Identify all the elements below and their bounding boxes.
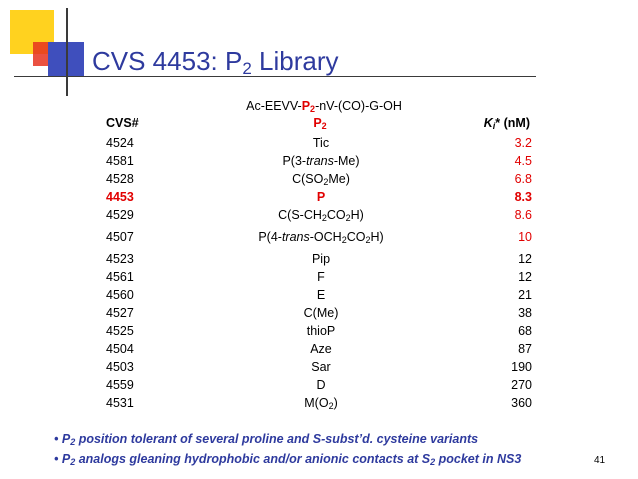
cell-cvs: 4560 [106,288,134,302]
cell-cvs: 4523 [106,252,134,266]
cell-p2: D [316,378,326,392]
cell-ki: 4.5 [514,154,532,168]
table-row [106,134,532,152]
cell-ki: 3.2 [514,136,532,150]
table-row [106,170,532,188]
header-cvs: CVS# [106,116,139,130]
cell-p2: Tic [312,136,330,150]
page-number: 41 [594,455,606,466]
table-row [106,286,532,304]
table-row [106,358,532,376]
decor-vertical-line [66,8,68,96]
cell-p2: P [316,190,326,204]
cell-p2: F [317,270,325,284]
data-table [106,134,532,412]
table-row [106,394,532,412]
note-line-2: • P2 analogs gleaning hydrophobic and/or anionic contacts at S2 pocket in NS3 [54,452,522,467]
cell-cvs: 4561 [106,270,134,284]
table-row [106,206,532,224]
cell-p2: Aze [310,342,332,356]
cell-p2: $P(4-trans-OCH_2CO_2H)$ [258,230,384,245]
table-row [106,340,532,358]
note-line-1: • P2 position tolerant of several proline and S-subst’d. cysteine variants [54,432,479,447]
cell-ki: 12 [518,252,532,266]
cell-p2: $M(O_2)$ [304,396,338,411]
peptide-formula: $Ac-EEVV-P_2-nV-(CO)-G-OH$ [246,99,402,114]
header-p2: $P_2$ [313,116,327,131]
header-ki: $K_i*$ (nM) [483,116,530,131]
cell-p2: P(3-trans-Me) [282,154,360,168]
cell-ki: 8.3 [514,190,532,204]
cell-p2: Pip [311,252,331,266]
cell-cvs: 4529 [106,208,134,222]
cell-p2: E [316,288,326,302]
table-row [106,250,532,268]
cell-cvs: 4531 [106,396,134,410]
cell-ki: 38 [518,306,532,320]
cell-ki: 360 [511,396,532,410]
cell-cvs: 4527 [106,306,134,320]
table-row [106,224,532,250]
cell-p2: $C(SO_2Me)$ [292,172,350,187]
cell-p2: thioP [306,324,336,338]
table-row [106,268,532,286]
cell-p2: $C(S-CH_2CO_2H)$ [278,208,364,223]
cell-p2: Sar [311,360,331,374]
table-row [106,322,532,340]
cell-cvs: 4503 [106,360,134,374]
table-row [106,152,532,170]
cell-ki: 8.6 [514,208,532,222]
cell-cvs: 4525 [106,324,134,338]
cell-ki: 21 [518,288,532,302]
cell-cvs: 4507 [106,230,134,244]
table-row [106,304,532,322]
table-row [106,376,532,394]
cell-cvs: 4528 [106,172,134,186]
notes [54,431,521,471]
cell-ki: 68 [518,324,532,338]
table-row [106,188,532,206]
cell-cvs: 4559 [106,378,134,392]
slide-title: CVS 4453: $P_2$ Library [92,46,339,78]
cell-ki: 87 [518,342,532,356]
cell-p2: C(Me) [303,306,339,320]
cell-ki: 6.8 [514,172,532,186]
cell-ki: 270 [511,378,532,392]
cell-ki: 12 [518,270,532,284]
cell-cvs: 4524 [106,136,134,150]
cell-cvs: 4581 [106,154,134,168]
cell-ki: 10 [518,230,532,244]
cell-cvs: 4453 [106,190,134,204]
cell-cvs: 4504 [106,342,134,356]
cell-ki: 190 [511,360,532,374]
